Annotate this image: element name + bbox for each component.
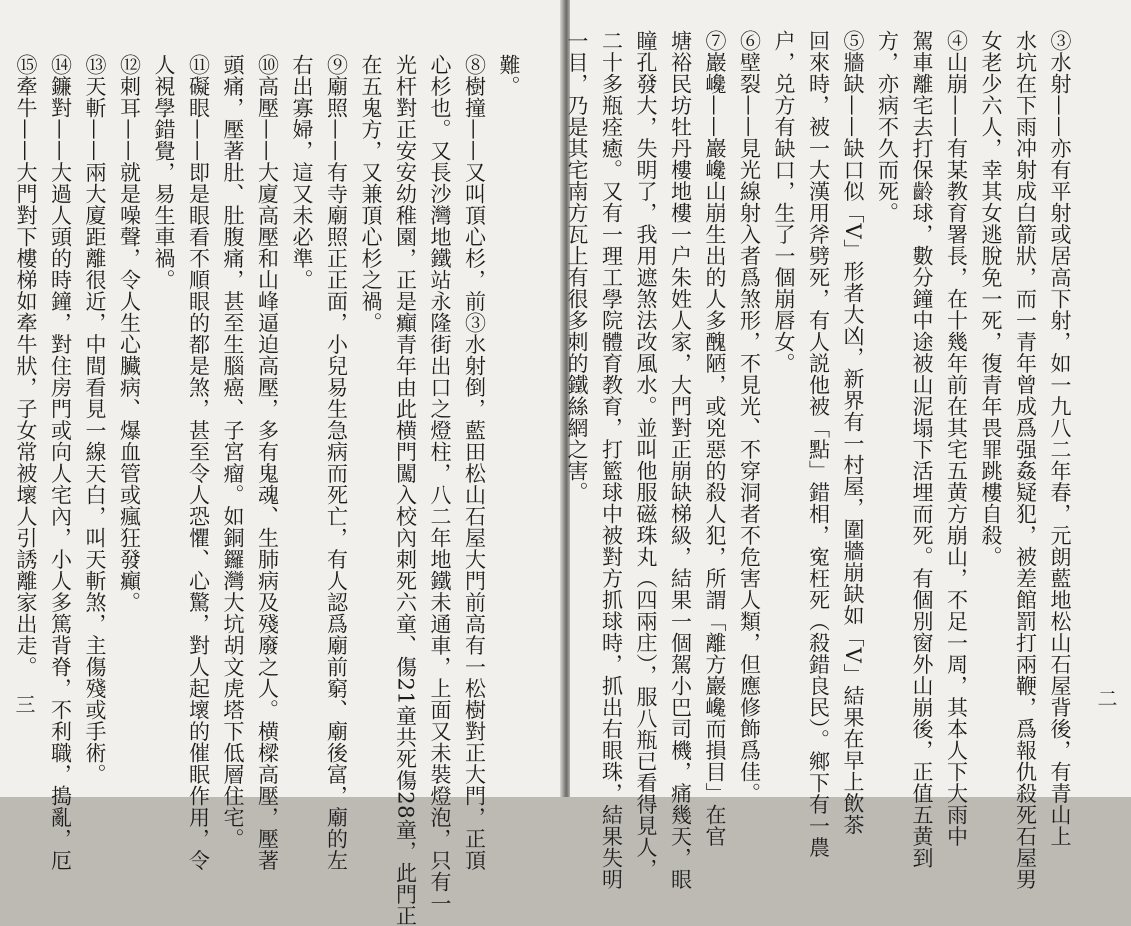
page-number: 二 [1094, 688, 1118, 708]
text-column: ⑩高壓——大廈高壓和山峰逼迫高壓，多有鬼魂、生肺病及殘廢之人。横樑高壓，壓著 [255, 54, 280, 871]
text-column: 人視學錯覺，易生車禍。 [152, 54, 176, 291]
text-column: ③水射——亦有平射或居高下射，如一九八二年春，元朗藍地松山石屋背後，有青山上 [1048, 30, 1072, 847]
text-column: 右出寡婦，這又未必準。 [290, 54, 314, 291]
text-column: ⑨廟照——有寺廟照正正面，小兒易生急病而死亡，有人認爲廟前窮、廟後富，廟的左 [324, 54, 349, 871]
right-page-text [560, 30, 1078, 890]
text-column: ⑪礙眼——即是眼看不順眼的都是煞，甚至令人恐懼、心驚，對人起壞的催眠作用，令 [186, 54, 211, 871]
text-column: 二十多瓶痊癒。又有一理工學院體育教育，打籃球中被對方抓球時，抓出右眼珠，結果失明 [599, 30, 624, 890]
left-page [0, 0, 562, 926]
text-column: 瞳孔發大，失明了，我用遮煞法改風水。並叫他服磁珠丸（四兩庄），服八瓶已看得見人， [634, 30, 658, 880]
text-column: 户，兑方有缺口，生了一個崩唇女。 [772, 30, 796, 374]
text-column: ⑧樹撞——又叫頂心杉，前③水射倒，藍田松山石屋大門前高有一松樹對正大門，正頂 [462, 54, 487, 871]
page-number: 三 [12, 694, 36, 714]
text-column: 在五鬼方，又兼頂心杉之禍。 [359, 54, 383, 334]
right-page [565, 0, 1131, 890]
text-column: 難。 [497, 54, 521, 97]
text-column: 女老少六人，幸其女逃脫免一死，復青年畏罪跳樓自殺。 [979, 30, 1003, 568]
text-column: ⑬天斬——兩大廈距離很近，中間看見一線天白，叫天斬煞，主傷殘或手術。 [83, 54, 107, 785]
text-column: ⑤牆缺——缺口似「V」形者大凶，新界有一村屋，圍牆崩缺如「V」結果在早上飲茶 [841, 30, 865, 836]
text-column: 心杉也。又長沙灣地鐵站永隆街出口之燈柱，八二年地鐵未通車，上面又未裝燈泡，只有一 [428, 54, 452, 914]
text-column: ⑫刺耳——就是噪聲，令人生心臟病、爆血管或瘋狂發癲。 [117, 54, 142, 613]
text-column: 頭痛，壓著肚、肚腹痛，甚至生腦癌、子宮瘤。如銅鑼灣大坑胡文虎塔下低層住宅。 [221, 54, 245, 850]
text-column: 駕車離宅去打保齡球，數分鐘中途被山泥塌下活埋而死。有個別窗外山崩後，正值五黄到 [910, 30, 934, 869]
text-column: 回來時，被一大漢用斧劈死，有人説他被「點」錯相，寃枉死（殺錯良民）。鄉下有一農 [806, 30, 831, 858]
left-page-text [9, 54, 527, 926]
text-column: ⑮牽牛——大門對下樓梯如牽牛狀，子女常被壞人引誘離家出走。 [14, 54, 38, 678]
text-column: ⑥壁裂——見光線射入者爲煞形，不見光、不穿洞者不危害人類，但應修飾爲佳。 [737, 30, 762, 804]
text-column: 水坑在下雨冲射成白箭狀，而一青年曾成爲强姦疑犯，被差館罰打兩鞭，爲報仇殺死石屋男 [1013, 30, 1038, 890]
text-column: ⑭鐮對——大過人頭的時鐘，對住房門或向人宅內，小人多篤背脊，不利職，搗亂，厄 [48, 54, 73, 871]
text-column: 一目，乃是其宅南方瓦上有很多刺的鐵絲網之害。 [565, 30, 589, 503]
text-column: 方，亦病不久而死。 [875, 30, 900, 224]
text-column: 塘裕民坊牡丹樓地樓一户朱姓人家，大門對正崩缺梯級，結果一個駕小巴司機，痛幾天，眼 [668, 30, 693, 890]
text-column: ④山崩——有某教育署長，在十幾年前在其宅五黄方崩山，不足一周，其本人下大雨中 [944, 30, 969, 847]
text-column: ⑦巖巉——巖巉山崩生出的人多醜陋，或兇惡的殺人犯，所謂「離方巖巉而損目」在官 [703, 30, 727, 847]
text-column: 光杆對正安安幼稚園，正是癲青年由此横門闖入校內刺死六童、傷21童共死傷28童，此門正 [393, 54, 418, 926]
